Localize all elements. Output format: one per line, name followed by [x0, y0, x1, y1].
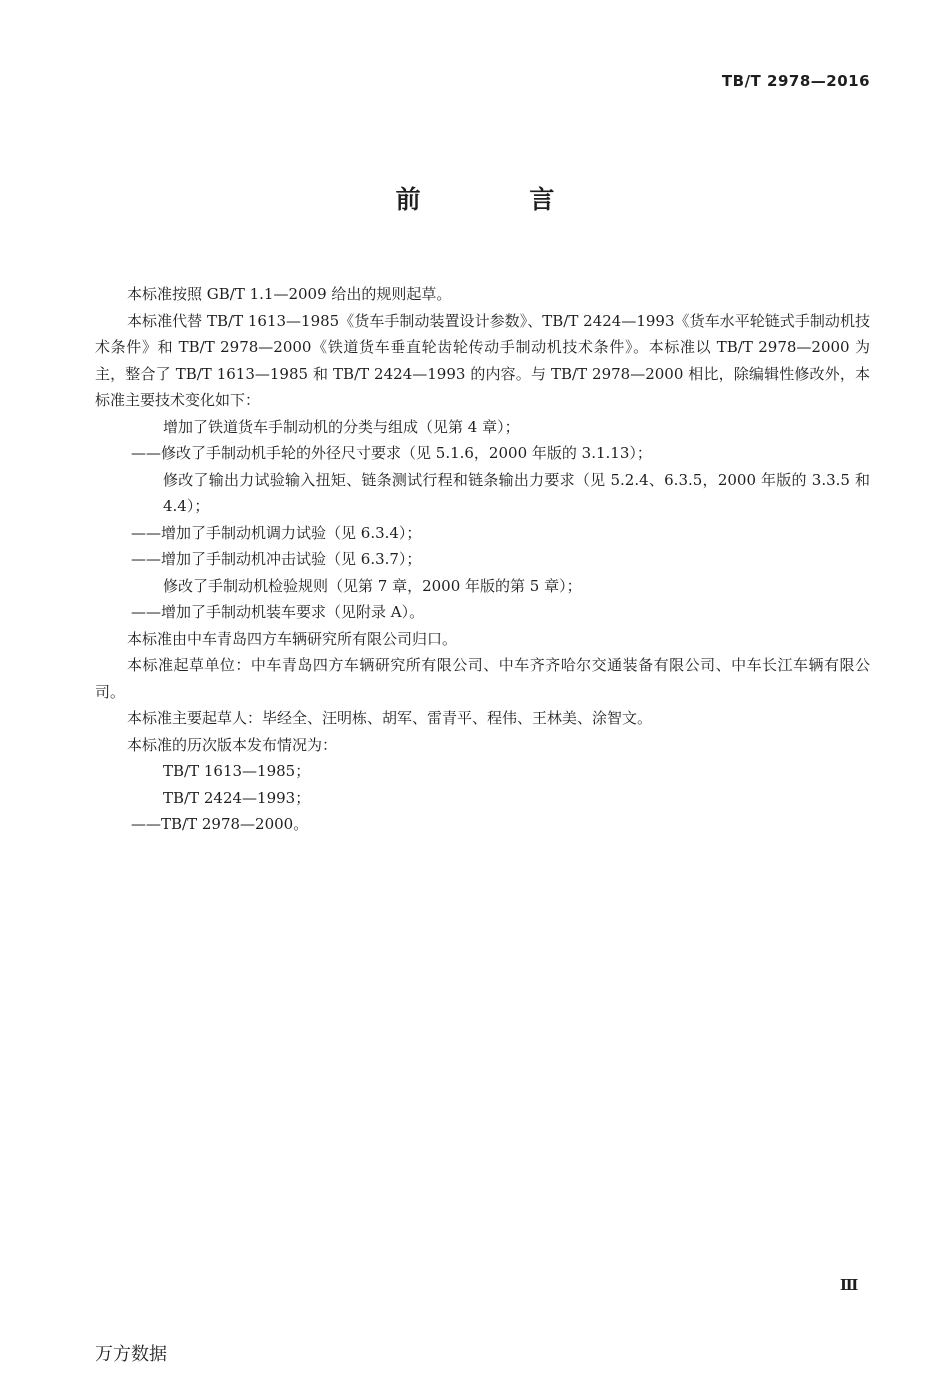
- list-item-change: ——修改了手制动机手轮的外径尺寸要求（见 5.1.6，2000 年版的 3.1.13）；: [131, 444, 652, 462]
- list-item-change: ——增加了手制动机装车要求（见附录 A）。: [131, 603, 425, 621]
- list-item-history: TB/T 1613—1985；: [163, 762, 311, 780]
- list-item-change: 增加了铁道货车手制动机的分类与组成（见第 4 章）；: [163, 417, 520, 436]
- paragraph-drafting-units: 本标准起草单位：中车青岛四方车辆研究所有限公司、中车齐齐哈尔交通装备有限公司、中车长江车辆有限公司。: [95, 656, 870, 701]
- list-item-change: ——增加了手制动机冲击试验（见 6.3.7）；: [131, 550, 422, 568]
- paragraph-centralized-by: 本标准由中车青岛四方车辆研究所有限公司归口。: [127, 629, 458, 648]
- document-body: [95, 281, 870, 838]
- list-item-change: 修改了手制动机检验规则（见第 7 章，2000 年版的第 5 章）；: [163, 576, 582, 595]
- paragraph-drafting-rules: 本标准按照 GB/T 1.1—2009 给出的规则起草。: [127, 285, 452, 303]
- page-number: Ⅲ: [840, 1276, 858, 1294]
- list-item-change: 修改了输出力试验输入扭矩、链条测试行程和链条输出力要求（见 5.2.4、6.3.5，2000 年版的 3.3.5 和 4.4）；: [163, 470, 870, 515]
- watermark-text: 万方数据: [95, 1344, 167, 1365]
- paragraph-replaces: 本标准代替 TB/T 1613—1985《货车手制动装置设计参数》、TB/T 2424—1993《货车水平轮链式手制动机技术条件》和 TB/T 2978—2000《铁道货车垂直轮齿轮传动手制动机技术条件》。本标准以 TB/T 2978—2000 为主，整合了 TB/T 1613—1985 和 TB/T 2424—1993 的内容。与 TB/T 2978—2000 相比，除编辑性修改外，本标准主要技术变化如下：: [95, 311, 870, 409]
- list-item-history: TB/T 2424—1993；: [163, 788, 311, 807]
- paragraph-drafters: 本标准主要起草人：毕经全、汪明栋、胡军、雷青平、程伟、王林美、涂智文。: [127, 709, 653, 727]
- standard-code: TB/T 2978—2016: [721, 72, 870, 90]
- paragraph-history-intro: 本标准的历次版本发布情况为：: [127, 735, 338, 754]
- list-item-change: ——增加了手制动机调力试验（见 6.3.4）；: [131, 523, 422, 542]
- list-item-history: ——TB/T 2978—2000。: [131, 815, 309, 833]
- page-title: 前 言: [395, 185, 605, 214]
